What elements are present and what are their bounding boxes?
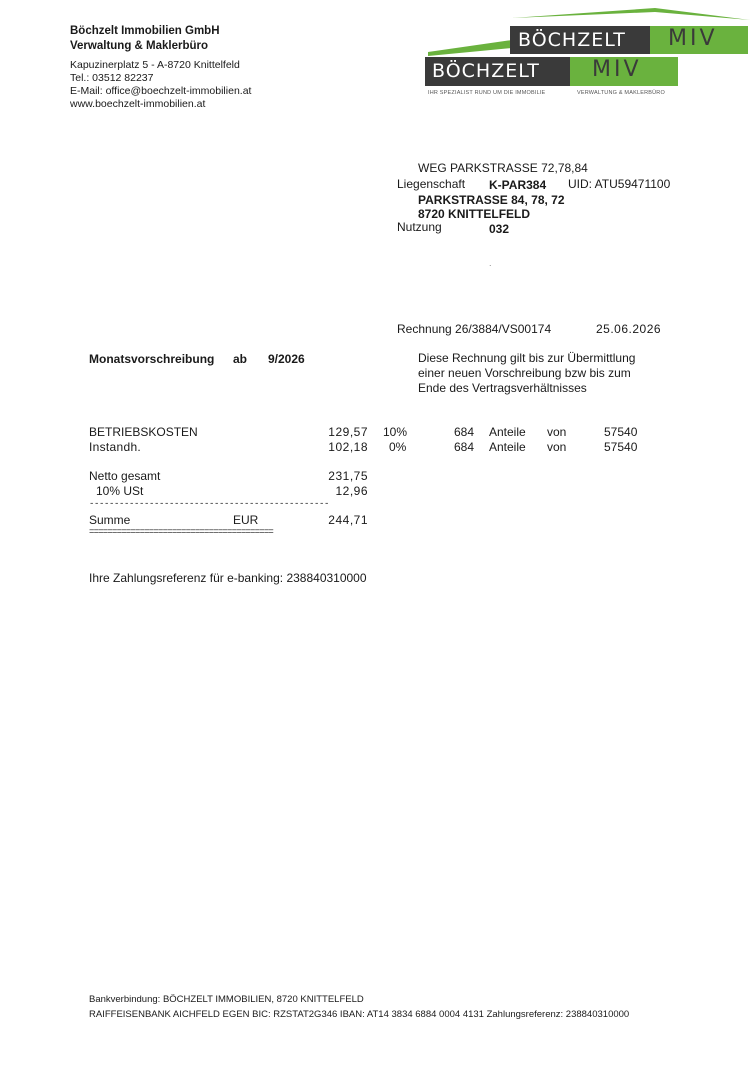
item-total: 57540 — [604, 440, 638, 454]
property-uid: UID: ATU59471100 — [568, 177, 671, 191]
property-weg: WEG PARKSTRASSE 72,78,84 — [418, 161, 588, 175]
logo-tagline-left: IHR SPEZIALIST RUND UM DIE IMMOBILIE — [428, 90, 546, 96]
item-shares: 684 — [454, 425, 475, 439]
logo-front-left: BÖCHZELT — [432, 60, 540, 82]
sum-currency: EUR — [233, 513, 259, 527]
payment-reference: Ihre Zahlungsreferenz für e-banking: 238840310000 — [89, 571, 367, 585]
company-address: Kapuzinerplatz 5 - A-8720 Knittelfeld — [70, 59, 240, 71]
item-name: BETRIEBSKOSTEN — [89, 425, 198, 439]
footer-bank-details: RAIFFEISENBANK AICHFELD EGEN BIC: RZSTAT2G346 IBAN: AT14 3834 6884 0004 4131 Zahlungsreferenz: 238840310000 — [89, 1009, 630, 1020]
sum-value: 244,71 — [328, 513, 368, 527]
invoice-period: 9/2026 — [268, 352, 305, 366]
netto-label: Netto gesamt — [89, 469, 161, 483]
item-shares: 684 — [454, 440, 475, 454]
logo-back-right: MIV — [668, 26, 718, 51]
logo-front-right: MIV — [592, 57, 642, 82]
item-name: Instandh. — [89, 440, 142, 454]
company-subtitle: Verwaltung & Maklerbüro — [70, 40, 209, 52]
item-amount: 102,18 — [328, 440, 368, 454]
item-von: von — [547, 440, 567, 454]
nutzung-label: Nutzung — [397, 220, 442, 234]
item-total: 57540 — [604, 425, 638, 439]
ust-value: 12,96 — [335, 484, 368, 498]
invoice-number: Rechnung 26/3884/VS00174 — [397, 322, 552, 336]
sum-label: Summe — [89, 513, 131, 527]
equals-separator: ======================================== — [89, 527, 274, 537]
company-phone: Tel.: 03512 82237 — [70, 72, 154, 84]
logo-graphic — [420, 6, 755, 101]
dash-separator: ------------------------------------------------ — [89, 499, 330, 509]
item-von: von — [547, 425, 567, 439]
liegenschaft-value: K-PAR384 — [489, 178, 547, 192]
validity-line-2: einer neuen Vorschreibung bzw bis zum — [418, 366, 631, 380]
logo-back-left: BÖCHZELT — [518, 29, 626, 51]
netto-value: 231,75 — [328, 469, 368, 483]
footer-bank-line: Bankverbindung: BÖCHZELT IMMOBILIEN, 8720 KNITTELFELD — [89, 994, 364, 1005]
validity-line-1: Diese Rechnung gilt bis zur Übermittlung — [418, 351, 636, 365]
validity-line-3: Ende des Vertragsverhältnisses — [418, 381, 587, 395]
item-shares-label: Anteile — [489, 440, 526, 454]
item-tax: 0% — [389, 440, 407, 454]
invoice-ab: ab — [233, 352, 248, 366]
invoice-heading: Monatsvorschreibung — [89, 352, 215, 366]
logo-tagline-right: VERWALTUNG & MAKLERBÜRO — [577, 90, 665, 96]
invoice-date: 25.06.2026 — [596, 322, 662, 336]
company-name: Böchzelt Immobilien GmbH — [70, 25, 220, 37]
item-shares-label: Anteile — [489, 425, 526, 439]
property-street: PARKSTRASSE 84, 78, 72 — [418, 193, 565, 207]
item-tax: 10% — [383, 425, 408, 439]
nutzung-value: 032 — [489, 222, 510, 236]
company-logo — [420, 6, 755, 101]
liegenschaft-label: Liegenschaft — [397, 177, 466, 191]
ust-label: 10% USt — [96, 484, 144, 498]
property-city: 8720 KNITTELFELD — [418, 207, 531, 221]
company-website: www.boechzelt-immobilien.at — [70, 98, 206, 110]
stray-dot: . — [489, 258, 492, 268]
item-amount: 129,57 — [328, 425, 368, 439]
company-email: E-Mail: office@boechzelt-immobilien.at — [70, 85, 252, 97]
